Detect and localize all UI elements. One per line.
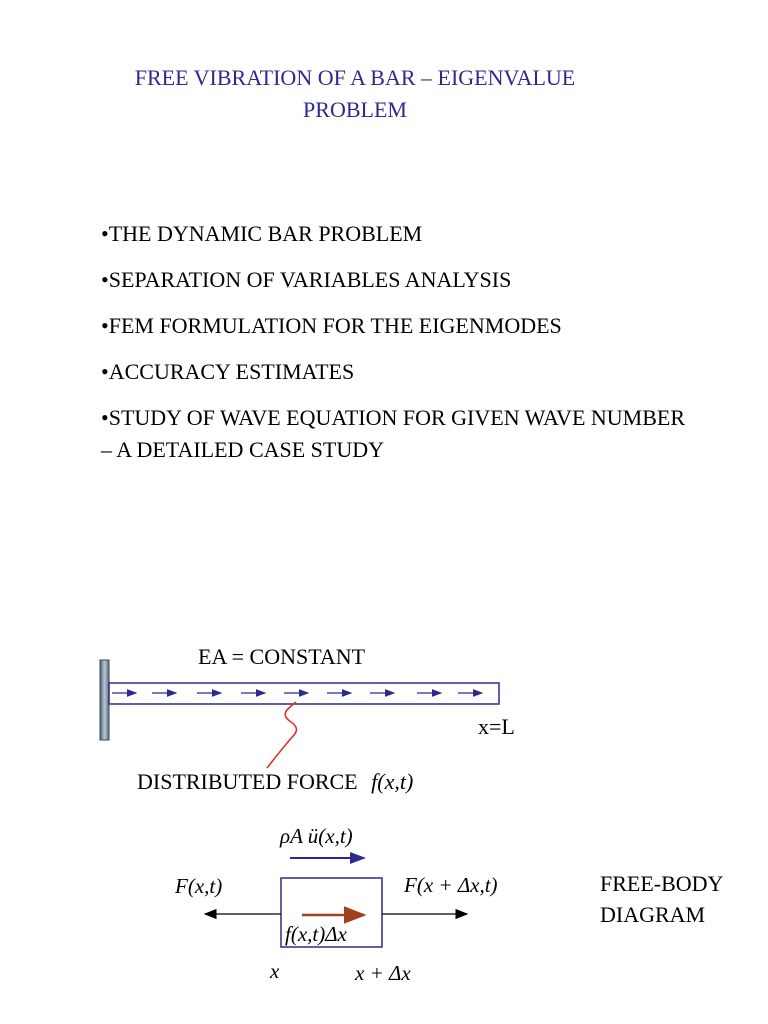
body-force-label: f(x,t)Δx (285, 922, 347, 946)
distributed-force-text: DISTRIBUTED FORCE (137, 769, 358, 794)
left-force-label: F(x,t) (175, 874, 223, 898)
free-body-caption-line-1: FREE-BODY (600, 871, 724, 896)
bullet-item: •SEPARATION OF VARIABLES ANALYSIS (101, 267, 512, 292)
distributed-force-symbol: f(x,t) (371, 769, 414, 794)
x-left-label: x (270, 959, 280, 983)
title-line-2: PROBLEM (303, 97, 407, 122)
title-line-1: FREE VIBRATION OF A BAR – EIGENVALUE (134, 65, 576, 90)
fixed-wall (100, 660, 109, 740)
inertia-label: ρA ü(x,t) (280, 824, 353, 848)
force-pointer-squiggle (267, 702, 296, 768)
bullet-item: •THE DYNAMIC BAR PROBLEM (101, 221, 423, 246)
bullet-item: •FEM FORMULATION FOR THE EIGENMODES (101, 313, 562, 338)
free-body-caption-line-2: DIAGRAM (600, 902, 706, 927)
distributed-force-label (137, 769, 413, 794)
right-force-label: F(x + Δx,t) (404, 873, 498, 897)
end-label: x=L (478, 714, 515, 739)
bullet-item: •ACCURACY ESTIMATES (101, 359, 355, 384)
ea-constant-label: EA = CONSTANT (198, 644, 366, 669)
bullet-item: •STUDY OF WAVE EQUATION FOR GIVEN WAVE NUMBER – A DETAILED CASE STUDY (101, 405, 686, 462)
x-right-label: x + Δx (355, 961, 411, 985)
